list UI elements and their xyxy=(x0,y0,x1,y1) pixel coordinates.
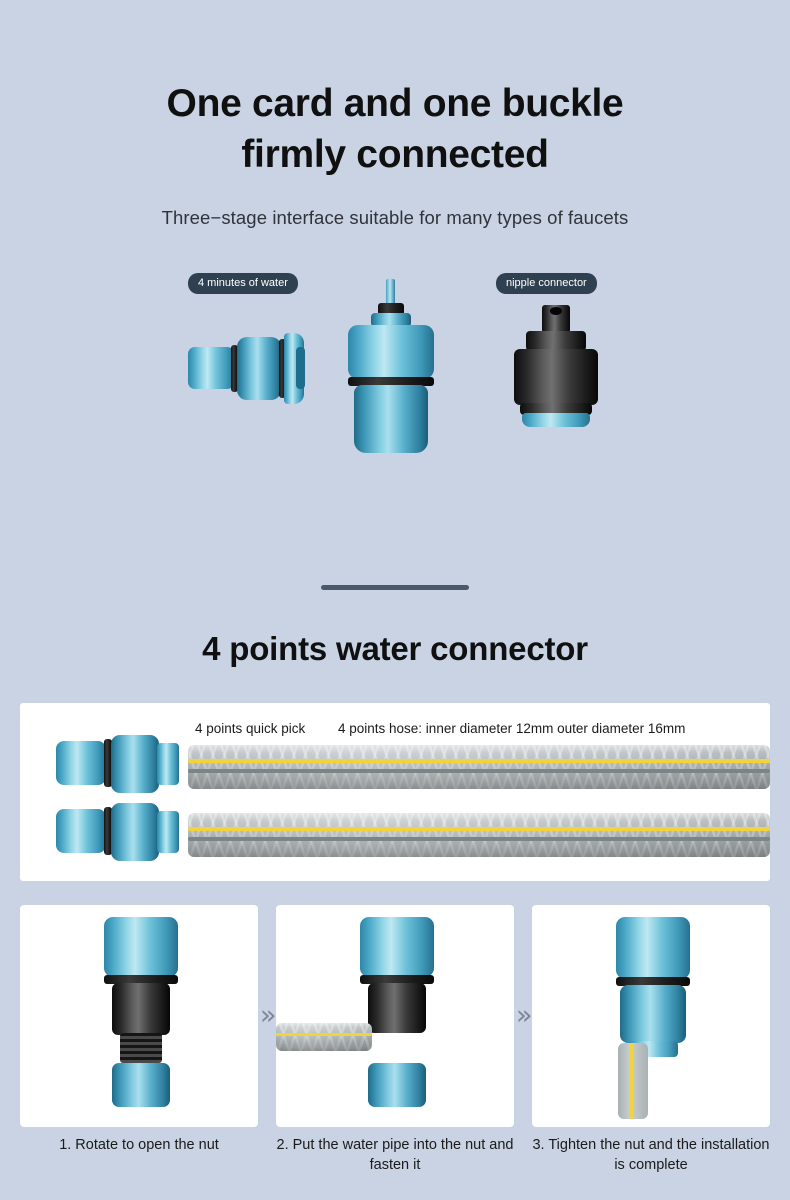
hose-stripe-yellow-2 xyxy=(188,827,770,831)
step-1-black-nut xyxy=(112,983,170,1035)
step-2-hose-body xyxy=(276,1023,372,1051)
label-badge-nipple-connector: nipple connector xyxy=(496,273,597,294)
section-title: 4 points water connector xyxy=(202,630,588,667)
step-caption-1: 1. Rotate to open the nut xyxy=(59,1137,219,1153)
product-nipple-connector xyxy=(500,305,620,465)
connector-top-stem xyxy=(386,279,395,305)
step-card-3 xyxy=(532,905,770,1127)
product-quick-connector-vertical xyxy=(340,279,460,459)
hose-label-quick-pick: 4 points quick pick xyxy=(195,721,306,736)
connector-barb-tail xyxy=(188,347,234,389)
nipple-knurled-nut xyxy=(514,349,598,405)
nipple-blue-gasket xyxy=(522,413,590,427)
step-2-blue-nut xyxy=(368,1063,426,1107)
hose-stripe-grey-1 xyxy=(188,769,770,773)
hose-connector-1 xyxy=(56,735,196,799)
page-title xyxy=(75,78,715,181)
step-1-blue-collar xyxy=(104,917,178,977)
step-3-hose-stripe xyxy=(630,1043,634,1119)
connector-collar xyxy=(237,337,281,400)
hose-label-hose-diameter: 4 points hose: inner diameter 12mm outer diameter 16mm xyxy=(338,721,686,736)
page-subtitle: Three−stage interface suitable for many types of faucets xyxy=(161,206,629,228)
hose-connector-1-tail xyxy=(56,741,106,785)
step-2-hose xyxy=(276,1023,386,1053)
step-2-illustration xyxy=(354,917,440,1117)
connector-end-socket xyxy=(296,347,305,389)
hose-connector-2-tail xyxy=(56,809,106,853)
hose-connector-2-cap xyxy=(157,811,179,853)
step-1-blue-nut xyxy=(112,1063,170,1107)
step-3-blue-collar xyxy=(616,917,690,979)
nipple-shoulder xyxy=(526,331,586,351)
hose-row-1 xyxy=(188,745,770,789)
step-2-hose-stripe xyxy=(276,1033,372,1036)
hose-row-2 xyxy=(188,813,770,857)
step-2-blue-collar xyxy=(360,917,434,977)
connector-upper-collar xyxy=(348,325,434,379)
hose-connector-2 xyxy=(56,803,196,867)
step-caption-3: 3. Tighten the nut and the installation is complete xyxy=(532,1137,770,1173)
hose-connector-1-collar xyxy=(111,735,159,793)
step-arrow-1: » xyxy=(260,1000,272,1031)
hose-connector-2-collar xyxy=(111,803,159,861)
assembly-steps xyxy=(20,905,770,1183)
page-header xyxy=(0,0,790,229)
hose-spec-panel xyxy=(20,703,770,881)
hose-stripe-yellow-1 xyxy=(188,759,770,763)
step-card-1 xyxy=(20,905,258,1127)
product-quick-connector-horizontal xyxy=(186,303,306,453)
hose-stripe-grey-2 xyxy=(188,837,770,841)
step-3-blue-nut xyxy=(620,985,686,1043)
page-title-line-1: One card and one buckle xyxy=(166,82,624,125)
step-card-2 xyxy=(276,905,514,1127)
step-arrow-2: » xyxy=(516,1000,528,1031)
label-badge-four-minutes-of-water: 4 minutes of water xyxy=(188,273,298,294)
connectors-showcase xyxy=(0,257,790,547)
section-divider xyxy=(321,585,469,590)
nipple-bore xyxy=(550,307,562,315)
hose-connector-1-cap xyxy=(157,743,179,785)
step-3-hose xyxy=(618,1043,658,1123)
step-1-illustration xyxy=(98,917,184,1117)
connector-lower-body xyxy=(354,385,428,453)
page-title-line-2: firmly connected xyxy=(241,133,549,177)
step-caption-2: 2. Put the water pipe into the nut and fasten it xyxy=(276,1137,514,1173)
step-1-thread xyxy=(120,1033,162,1063)
